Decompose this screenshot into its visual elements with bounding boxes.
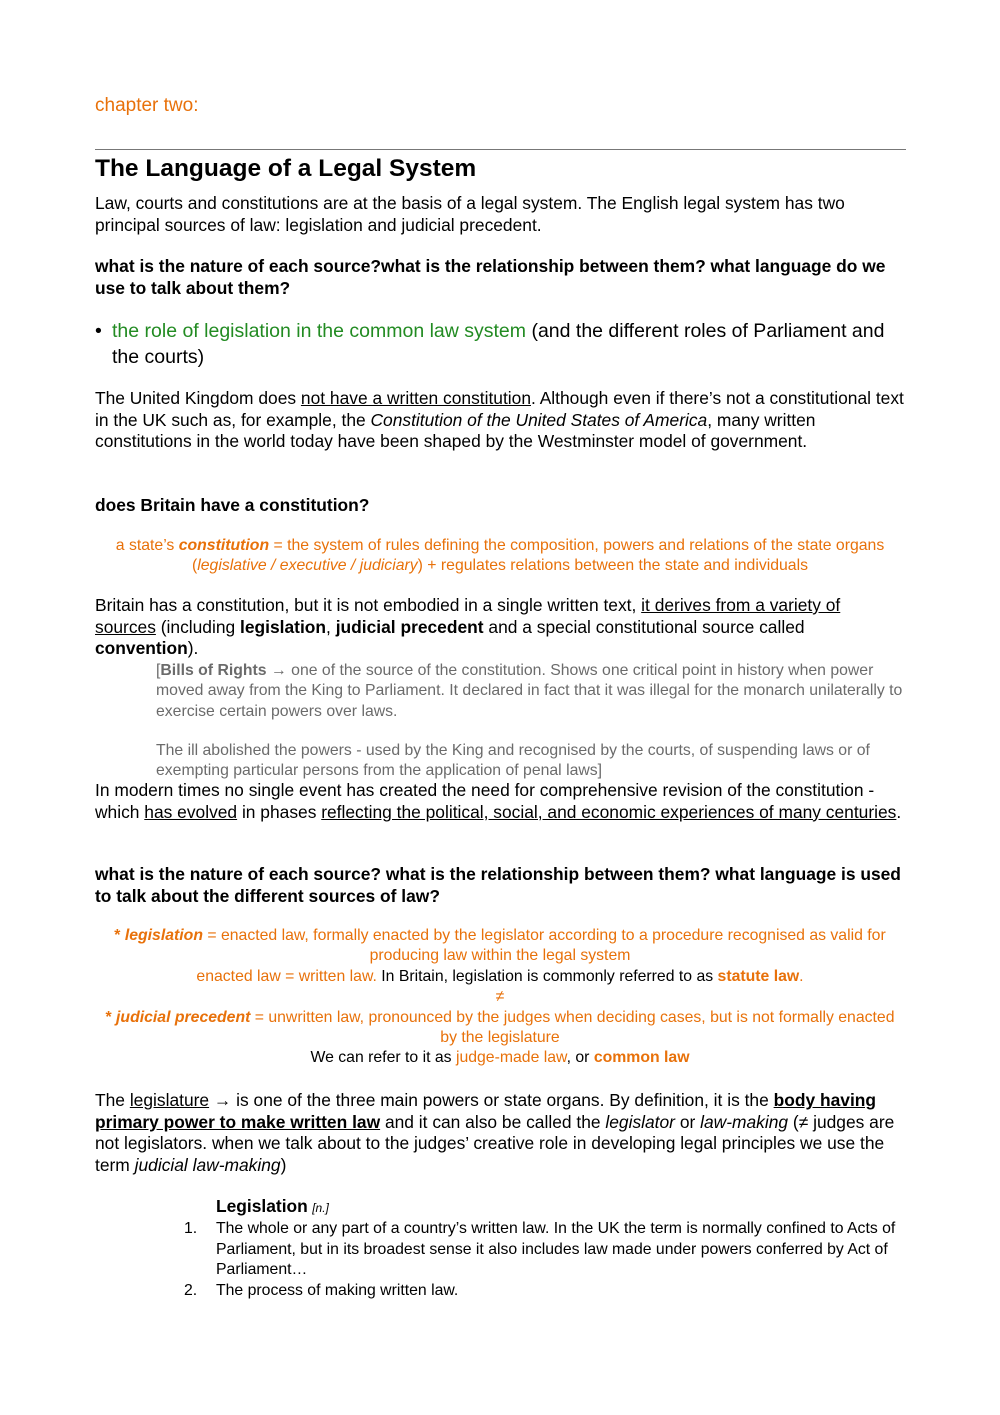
bold-text: judicial precedent	[335, 616, 484, 637]
entry-heading	[216, 1196, 905, 1218]
text-run: Britain has a constitution, but it is not embodied in a single written text,	[95, 595, 642, 615]
judge-made-law-line	[95, 1048, 905, 1068]
bold-text: convention	[95, 638, 188, 659]
chapter-label: chapter two:	[95, 95, 199, 116]
text-run: (including	[155, 616, 241, 637]
text-run: We can refer to it as	[310, 1049, 456, 1067]
text-run: enacted law = written law.	[196, 967, 377, 985]
text-run: )	[280, 1154, 287, 1175]
underlined-text: legislature	[129, 1090, 210, 1110]
part-of-speech: [n.]	[312, 1201, 329, 1215]
question-nature-of-sources: what is the nature of each source?what is the relationship between them? what language do we use to talk about them?	[95, 256, 886, 298]
text-run: = the system of rules defining the composition, powers and relations of the state organs (	[192, 537, 885, 575]
text-run: and it can also be called the	[380, 1111, 606, 1132]
text-run: or	[674, 1111, 701, 1132]
item-text: The whole or any part of a country’s written law. In the UK the term is normally confined to Acts of Parliament, but in its broadest sense it also includes law made under powers conferred by Act of Parliament…	[216, 1220, 896, 1279]
intro-paragraph: Law, courts and constitutions are at the basis of a legal system. The English legal system has two principal sources of law: legislation and judicial precedent.	[95, 193, 845, 235]
italic-text: law-making	[700, 1111, 789, 1132]
note-text: one of the source of the constitution. Shows one critical point in history when power moved away from the King to Parliament. It declared in fact that it was illegal for the monarch unilaterally to exercise certain powers over laws.	[156, 662, 903, 720]
underlined-text: has evolved	[144, 801, 238, 822]
header-divider	[95, 149, 906, 150]
bold-text: legislation	[240, 616, 327, 637]
italic-text: judicial law-making	[134, 1154, 281, 1175]
arrow: →	[266, 662, 292, 679]
underlined-text: it derives from a variety of sources	[95, 595, 841, 637]
underlined-text: not have a written constitution	[300, 388, 531, 408]
constitution-definition	[110, 536, 890, 577]
text-run: (≠ judges are not legislators. when we talk about to the judges’ creative role in developing legal principles we use the term	[95, 1111, 895, 1175]
bullet-point	[95, 319, 905, 370]
judicial-precedent-definition	[95, 1008, 905, 1049]
text-run: .	[799, 967, 804, 985]
bullet-green-text: the role of legislation in the common law system	[112, 320, 527, 342]
text-run: , many written constitutions in the world today have been shaped by the Westminster model of government.	[95, 409, 816, 452]
page-title: The Language of a Legal System	[95, 155, 477, 182]
star: *	[105, 1008, 117, 1026]
text-run: ).	[187, 638, 199, 659]
bill-of-rights-note-2: The ill abolished the powers - used by the King and recognised by the courts, of suspending laws or of exempting particular persons from the application of penal laws]	[156, 742, 870, 780]
source-definitions	[95, 926, 905, 1069]
orange-term: judge-made law	[455, 1049, 567, 1067]
text-run: The United Kingdom does	[95, 388, 301, 408]
bold-underlined-text: body having primary power to make written law	[95, 1090, 877, 1132]
text-run: and a special constitutional source called	[483, 616, 805, 637]
note-term: Bills of Rights	[160, 662, 267, 679]
text-run: = unwritten law, pronounced by the judges when deciding cases, but is not formally enacted by the legislature	[250, 1008, 895, 1047]
star: *	[114, 927, 125, 944]
italic-text: legislative / executive / judiciary	[197, 557, 418, 575]
question-sources-language: what is the nature of each source? what is the relationship between them? what language is used to talk about the different sources of law?	[95, 864, 901, 906]
bullet-dot: •	[95, 320, 102, 342]
entry-word: Legislation	[216, 1196, 308, 1216]
text-run: → is one of the three main powers or state organs. By definition, it is the	[209, 1090, 774, 1110]
not-equal-sign: ≠	[495, 988, 505, 1006]
italic-text: Constitution of the United States of America	[370, 409, 708, 430]
text-run: . Although even if there’s not a constitutional text in the UK such as, for example, the	[95, 388, 904, 430]
bullet-rest-text: (and the different roles of Parliament and the courts)	[112, 320, 885, 368]
text-run: ) + regulates relations between the state and individuals	[417, 557, 808, 575]
question-britain-constitution: does Britain have a constitution?	[95, 495, 370, 515]
bracket: [	[156, 662, 161, 679]
bold-term: common law	[593, 1049, 690, 1067]
text-run: in phases	[237, 801, 322, 822]
item-number: 2.	[184, 1281, 198, 1299]
modern-times-paragraph	[95, 780, 905, 823]
defined-term: judicial precedent	[116, 1008, 251, 1026]
text-run: = enacted law, formally enacted by the legislator according to a procedure recognised as valid for producing law within the legal system	[202, 927, 886, 965]
text-run: The	[95, 1090, 130, 1110]
text-run: ,	[326, 616, 336, 637]
uk-constitution-paragraph	[95, 388, 905, 453]
legislation-dictionary-entry	[184, 1196, 905, 1301]
defined-term: legislation	[124, 927, 203, 944]
britain-constitution-paragraph	[95, 595, 905, 660]
list-item	[184, 1219, 905, 1280]
item-text: The process of making written law.	[216, 1281, 459, 1299]
text-run: , or	[566, 1049, 594, 1067]
underlined-text: reflecting the political, social, and economic experiences of many centuries	[321, 801, 897, 822]
legislation-definition	[95, 926, 905, 967]
list-item	[184, 1281, 905, 1301]
item-number: 1.	[184, 1220, 198, 1238]
text-run: a state’s	[115, 537, 179, 554]
legislature-paragraph	[95, 1090, 905, 1176]
text-run: .	[896, 801, 902, 822]
defined-term: constitution	[178, 537, 270, 554]
enacted-law-line	[95, 967, 905, 987]
text-run: In modern times no single event has created the need for comprehensive revision of the constitution - which	[95, 780, 875, 822]
bold-term: statute law	[717, 967, 800, 985]
italic-text: legislator	[605, 1111, 675, 1132]
bill-of-rights-note	[156, 661, 905, 722]
text-run: In Britain, legislation is commonly referred to as	[376, 967, 718, 985]
